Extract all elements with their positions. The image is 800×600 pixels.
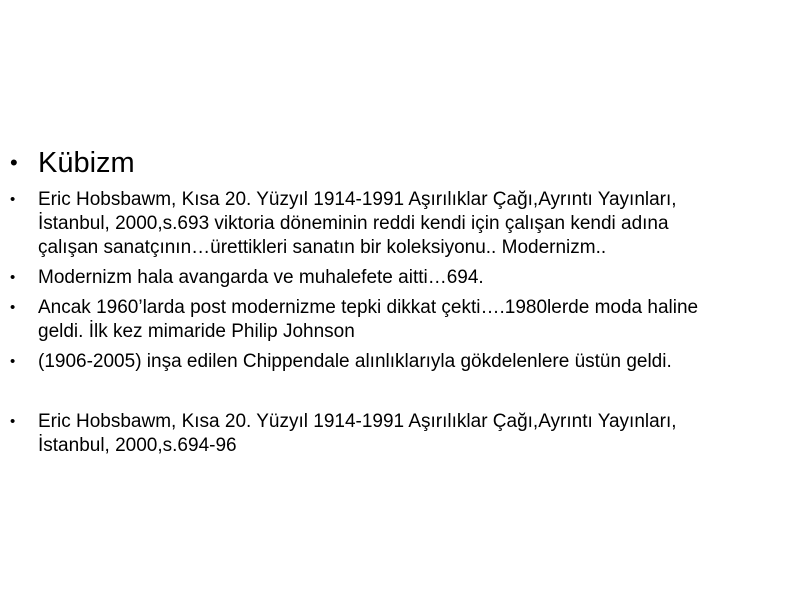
bullet-text-reference: Eric Hobsbawm, Kısa 20. Yüzyıl 1914-1991 Aşırılıklar Çağı,Ayrıntı Yayınları, İstanbul, 2000,s.693 viktoria döneminin reddi kendi için çalışan kendi adına çalışan sanatçının…ürettikleri sanatın bir koleksiyonu.. Modernizm.. bbox=[38, 189, 677, 258]
bullet-dot-icon: • bbox=[10, 269, 16, 286]
bullet-item-reference-2 bbox=[10, 410, 710, 458]
bullet-text-reference-2: Eric Hobsbawm, Kısa 20. Yüzyıl 1914-1991 Aşırılıklar Çağı,Ayrıntı Yayınları, İstanbul, 2000,s.694-96 bbox=[38, 411, 677, 456]
bullet-list bbox=[10, 146, 710, 464]
bullet-text-title: Kübizm bbox=[38, 147, 135, 179]
list-spacer bbox=[10, 380, 710, 410]
bullet-item-modernism bbox=[10, 266, 710, 290]
bullet-dot-icon: • bbox=[10, 353, 16, 370]
bullet-dot-icon: • bbox=[10, 299, 16, 316]
bullet-dot-icon: • bbox=[10, 191, 16, 208]
bullet-item-chippendale bbox=[10, 350, 710, 374]
bullet-text-postmodernism: Ancak 1960’larda post modernizme tepki dikkat çekti….1980lerde moda haline geldi. İlk kez mimaride Philip Johnson bbox=[38, 297, 699, 342]
bullet-dot-icon: • bbox=[10, 413, 16, 430]
bullet-item-postmodernism bbox=[10, 296, 710, 344]
bullet-dot-icon: • bbox=[10, 150, 18, 175]
bullet-text-modernism: Modernizm hala avangarda ve muhalefete aitti…694. bbox=[38, 267, 484, 288]
bullet-item-reference bbox=[10, 188, 710, 260]
bullet-text-chippendale: (1906-2005) inşa edilen Chippendale alınlıklarıyla gökdelenlere üstün geldi. bbox=[38, 351, 672, 372]
bullet-item-title bbox=[10, 146, 710, 180]
